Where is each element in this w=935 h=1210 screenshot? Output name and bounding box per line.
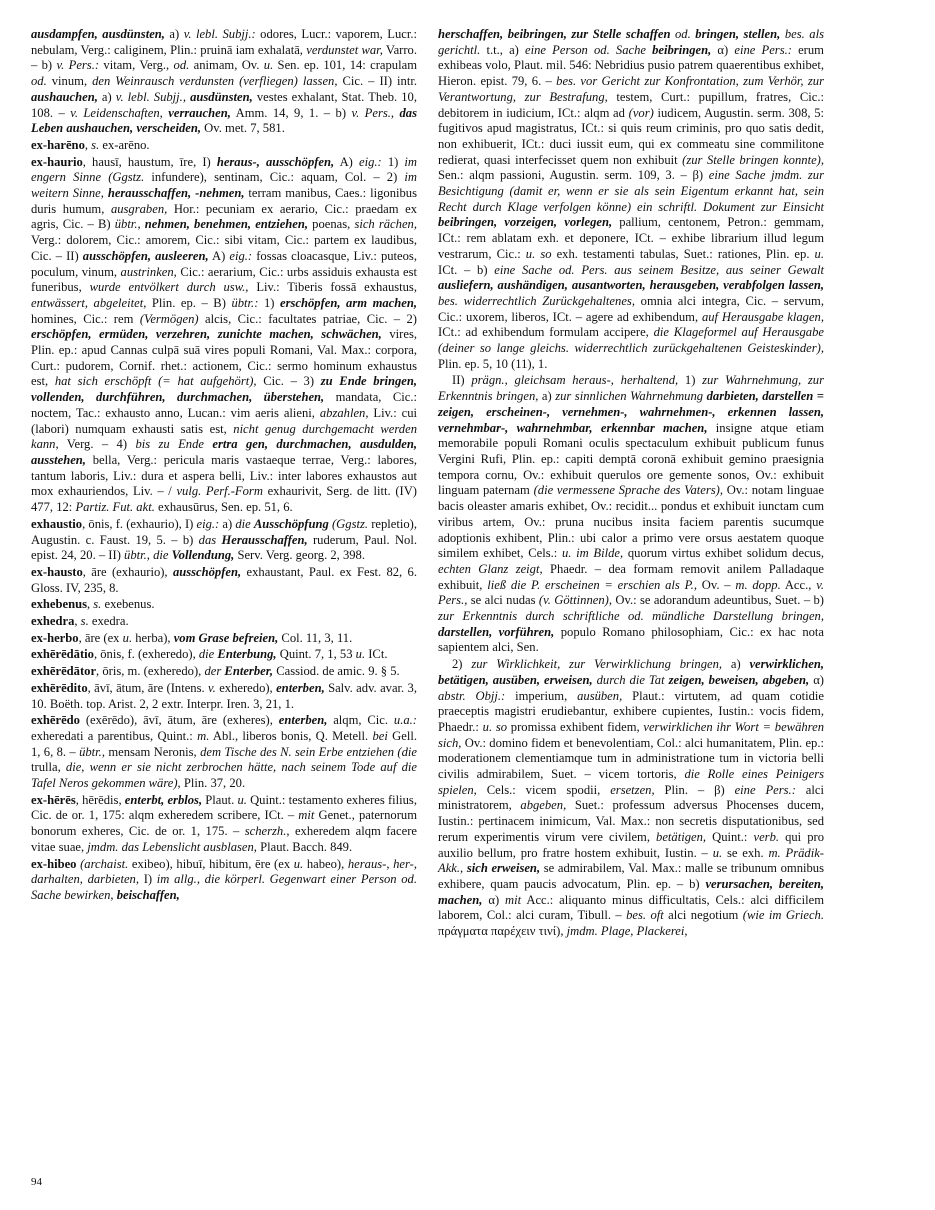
dictionary-entry: ex-haurio, hausī, haustum, īre, I) heraus-, ausschöpfen, A) eig.: 1) im engern Sinne (Ggstz. infundere), sentinam, Cic.: aquam, Col. – 2) im weitern Sinne, herausschaffen, -nehmen, terram manibus, Caes.: ligonibus duris humum, ausgraben, Hor.: pecuniam ex aerario, Cic.: praedam ex agris, Cic. – B) übtr., nehmen, benehmen, entziehen, poenas, sich rächen, Verg.: dolorem, Cic.: amorem, Cic.: sibi vitam, Cic.: partem ex laudibus, Cic. – II) ausschöpfen, ausleeren, A) eig.: fossas cloacasque, Liv.: puteos, poculum, vinum, austrinken, Cic.: aerarium, Cic.: urbs assiduis exhausta est funeribus, wurde entvölkert durch usw., Liv.: Tiberis fossā exhaustus, entwässert, abgeleitet, Plin. ep. – B) übtr.: 1) erschöpfen, arm machen, homines, Cic.: rem (Vermögen) alcis, Cic.: facultates patriae, Cic. – 2) erschöpfen, ermüden, verzehren, zunichte machen, schwächen, vires, Plin. ep.: apud Cannas culpā suā vires populi Romani, Val. Max.: corpora, Curt.: pudorem, Cornif. rhet.: actionem, Cic.: sermo hominum exhaustus est, hat sich erschöpft (= hat aufgehört), Cic. – 3) zu Ende bringen, vollenden, durchführen, durchmachen, überstehen, mandata, Cic.: noctem, Tac.: exhausto anno, Lucan.: vim aeris alieni, abzahlen, Liv.: cui (labori) numquam exhausti satis est, nicht genug durchgemacht werden kann, Verg. – 4) bis zu Ende ertra gen, durchmachen, ausdulden, ausstehen, bella, Verg.: pericula maris vastaeque terrae, Verg.: labores, tantum laboris, Liv.: dura et aspera belli, Liv.: inter labores exhaustos aut mox exhauriendos, Liv. – / vulg. Perf.-Form exhaurivit, Serg. de litt. (IV) 477, 12: Partiz. Fut. akt. exhausūrus, Sen. ep. 51, 6.: [31, 154, 418, 515]
dictionary-entry: exhebenus, s. exebenus.: [31, 597, 155, 612]
dictionary-entry: ex-harēno, s. ex-arēno.: [31, 137, 150, 152]
dictionary-entry: exhērēdito, āvī, ātum, āre (Intens. v. exheredo), enterben, Salv. adv. avar. 3, 10. Boëth. top. Arist. 2, 2 extr. Interpr. Iren. 3, 21, 1.: [31, 680, 418, 711]
dictionary-page: [31, 27, 911, 1192]
dictionary-entry: ex-herbo, āre (ex u. herba), vom Grase befreien, Col. 11, 3, 11.: [31, 630, 353, 645]
page-number: 94: [31, 1176, 42, 1188]
dictionary-entry: exhedra, s. exedra.: [31, 614, 129, 629]
dictionary-entry: exhērēdo (exērēdo), āvī, ātum, āre (exheres), enterben, alqm, Cic. u.a.: exheredati a parentibus, Quint.: m. Abl., liberos bonis, Q. Metell. bei Gell. 1, 6, 8. – übtr., mensam Neronis, dem Tische des N. sein Erbe entziehen (die trulla, die, wenn er sie nicht zerbrochen hätte, nach seinem Tode auf die Tafel Neros gekommen wäre), Plin. 37, 20.: [31, 713, 418, 791]
dictionary-entry: 2) zur Wirklichkeit, zur Verwirklichung bringen, a) verwirklichen, betätigen, ausüben, erweisen, durch die Tat zeigen, beweisen, abgeben, α) abstr. Objj.: imperium, ausüben, Plaut.: virtutem, ad quam cotidie praeceptis magistri erudiebantur, exhibere cupientes, Iustin.: vocis fidem, Phaedr.: u. so promissa exhibent fidem, verwirklichen ihr Wort = bewähren sich, Ov.: domino fidem et benevolentiam, Col.: alci humanitatem, Plin. ep.: moderationem clementiamque tum in administratione tum in victoria belli civilis admirabilem, Suet. – vicem tortoris, die Rolle eines Peinigers spielen, Cels.: vicem spodii, ersetzen, Plin. – β) eine Pers.: alci ministratorem, abgeben, Suet.: professum adversus Phocenses ducem, Iustin.: pertinacem inimicum, Val. Max.: non secretis disputationibus, sed rerum experimentis virum vere civilem, betätigen, Quint.: verb. qui pro auxilio bellum, pro fratre hostem exhibuit, Iustin. – u. se exh. m. Prädik-Akk., sich erweisen, se admirabilem, Val. Max.: malle se tribunum omnibus exhibere, quam paucis advocatum, Plin. ep. – b) verursachen, bereiten, machen, α) mit Acc.: aliquanto minus difficultatis, Cels.: alci difficilem laborem, Col.: alci curam, Tibull. – bes. oft alci negotium (wie im Griech. πράγματα παρέχειν τινί), jmdm. Plage, Plackerei,: [438, 657, 825, 939]
dictionary-entry: exhērēdātor, ōris, m. (exheredo), der Enterber, Cassiod. de amic. 9. § 5.: [31, 664, 400, 679]
dictionary-entry: ausdampfen, ausdünsten, a) v. lebl. Subjj.: odores, Lucr.: vaporem, Lucr.: nebulam, Verg.: caliginem, Plin.: pruinā iam exhalatā, verdunstet war, Varro. – b) v. Pers.: vitam, Verg., od. animam, Ov. u. Sen. ep. 101, 14: crapulam od. vinum, den Weinrausch verdunsten (verfliegen) lassen, Cic. – II) intr. aushauchen, a) v. lebl. Subjj., ausdünsten, vestes exhalant, Stat. Theb. 10, 108. – v. Leidenschaften, verrauchen, Amm. 14, 9, 1. – b) v. Pers., das Leben aushauchen, verscheiden, Ov. met. 7, 581.: [31, 27, 417, 136]
dictionary-entry: exhērēdātio, ōnis, f. (exheredo), die Enterbung, Quint. 7, 1, 53 u. ICt.: [31, 647, 388, 662]
dictionary-entry: herschaffen, beibringen, zur Stelle schaffen od. bringen, stellen, bes. als gerichtl. t.t., a) eine Person od. Sache beibringen, α) eine Pers.: erum exhibeas volo, Plaut. mil. 546: Nebridius pusio patrem quaerentibus exhibet, Hieron. epist. 79, 6. – bes. vor Gericht zur Konfrontation, zum Verhör, zur Verantwortung, zur Bestrafung, testem, Curt.: pupillum, fratres, Cic.: debitorem in iudicium, ICt.: alqm ad (vor) iudicem, Augustin. serm. 308, 5: fugitivos apud magistratus, ICt.: si quis reum criminis, pro quo satis dedit, non exhibuerit, ICt.: duci iussit eum, qui ex commeatu sine commilitone redierat, quasi interfecisset quem non exhibuit (zur Stelle bringen konnte), Sen.: alqm passioni, Augustin. serm. 109, 3. – β) eine Sache jmdm. zur Besichtigung (damit er, wenn er sie als sein Eigentum erkannt hat, sein Recht durch Klage verfolgen könne) ein schriftl. Dokument zur Einsicht beibringen, vorzeigen, vorlegen, pallium, centonem, Petron.: gemmam, ICt.: rem ablatam exh. et deponere, ICt. – exhibe librarium illud legum vestrarum, Cic.: u. so exh. testamenti tabulas, Suet.: rationes, Plin. ep. u. ICt. – b) eine Sache od. Pers. aus seinem Besitze, aus seiner Gewalt ausliefern, aushändigen, ausantworten, herausgeben, verabfolgen lassen, bes. widerrechtlich Zurückgehaltenes, omnia alci integra, Cic. – servum, Cic.: uxorem, liberos, ICt. – agere ad exhibendum, auf Herausgabe klagen, ICt.: ad exhibendum formulam accipere, die Klageformel auf Herausgabe (deiner so lange gleichs. widerrechtlich zurückgehaltenen Geisteskinder), Plin. ep. 5, 10 (11), 1.: [438, 27, 824, 371]
dictionary-entry: ex-hērēs, hērēdis, enterbt, erblos, Plaut. u. Quint.: testamento exheres filius, Cic. de or. 1, 175: alqm exheredem scribere, ICt. – mit Genet., paternorum bonorum exheres, Cic. de or. 1, 175. – scherzh., exheredem alqm facere vitae suae, jmdm. das Lebenslicht ausblasen, Plaut. Bacch. 849.: [31, 792, 417, 854]
dictionary-entry: ex-hibeo (archaist. exibeo), hibuī, hibitum, ēre (ex u. habeo), heraus-, her-, darhalten, darbieten, I) im allg., die körperl. Gegenwart einer Person od. Sache bewirken, beischaffen,: [31, 856, 418, 902]
dictionary-entry: exhaustio, ōnis, f. (exhaurio), I) eig.: a) die Ausschöpfung (Ggstz. repletio), Augustin. c. Faust. 19, 5. – b) das Herausschaffen, ruderum, Paul. Nol. epist. 24, 20. – II) übtr., die Vollendung, Serv. Verg. georg. 2, 398.: [31, 516, 417, 563]
dictionary-entry: ex-hausto, āre (exhaurio), ausschöpfen, exhaustant, Paul. ex Fest. 82, 6. Gloss. IV, 235, 8.: [31, 564, 417, 595]
dictionary-entry: II) prägn., gleichsam heraus-, herhaltend, 1) zur Wahrnehmung, zur Erkenntnis bringen, a) zur sinnlichen Wahrnehmung darbieten, darstellen = zeigen, erscheinen-, vernehmen-, wahrnehmen-, erkennen lassen, vernehmbar-, wahrnehmbar, erkennbar machen, insigne atque etiam memorabile populi Romani oculis spectaculum exhibuit publicum funus Vergini Rufi, Plin. ep.: capiti demptā coronā exhibuit gemino praesignia tempora cornu, Ov.: exhibuit querulos ore gemente sonos, Ov.: exhibuit linguam paternam (die vermessene Sprache des Vaters), Ov.: notam linguae bacis oleaster amaris exhibet, Ov.: recidit... pondus et exhibuit iunctam cum viribus artem, Ov.: pruna nucibus insita faciem parentis sucumque adoptionis exhibent, Plin.: ubi calor a primo vere orsus aestatem quoque similem exhibet, Cels.: u. im Bilde, quorum virtus exhibet solidum decus, echten Glanz zeigt, Phaedr. – dea formam removit anilem Palladaque exhibuit, ließ die P. erscheinen = erschien als P., Ov. – m. dopp. Acc., v. Pers., se alci nudas (v. Göttinnen), Ov.: se adorandum adeuntibus, Suet. – b) zur Erkenntnis durch schriftliche od. mündliche Darstellung bringen, darstellen, vorführen, populo Romano philosophiam, Cic.: ex hac nota sapientem alci, Sen.: [438, 373, 825, 655]
left-column: [31, 27, 417, 905]
right-column: [438, 27, 824, 941]
